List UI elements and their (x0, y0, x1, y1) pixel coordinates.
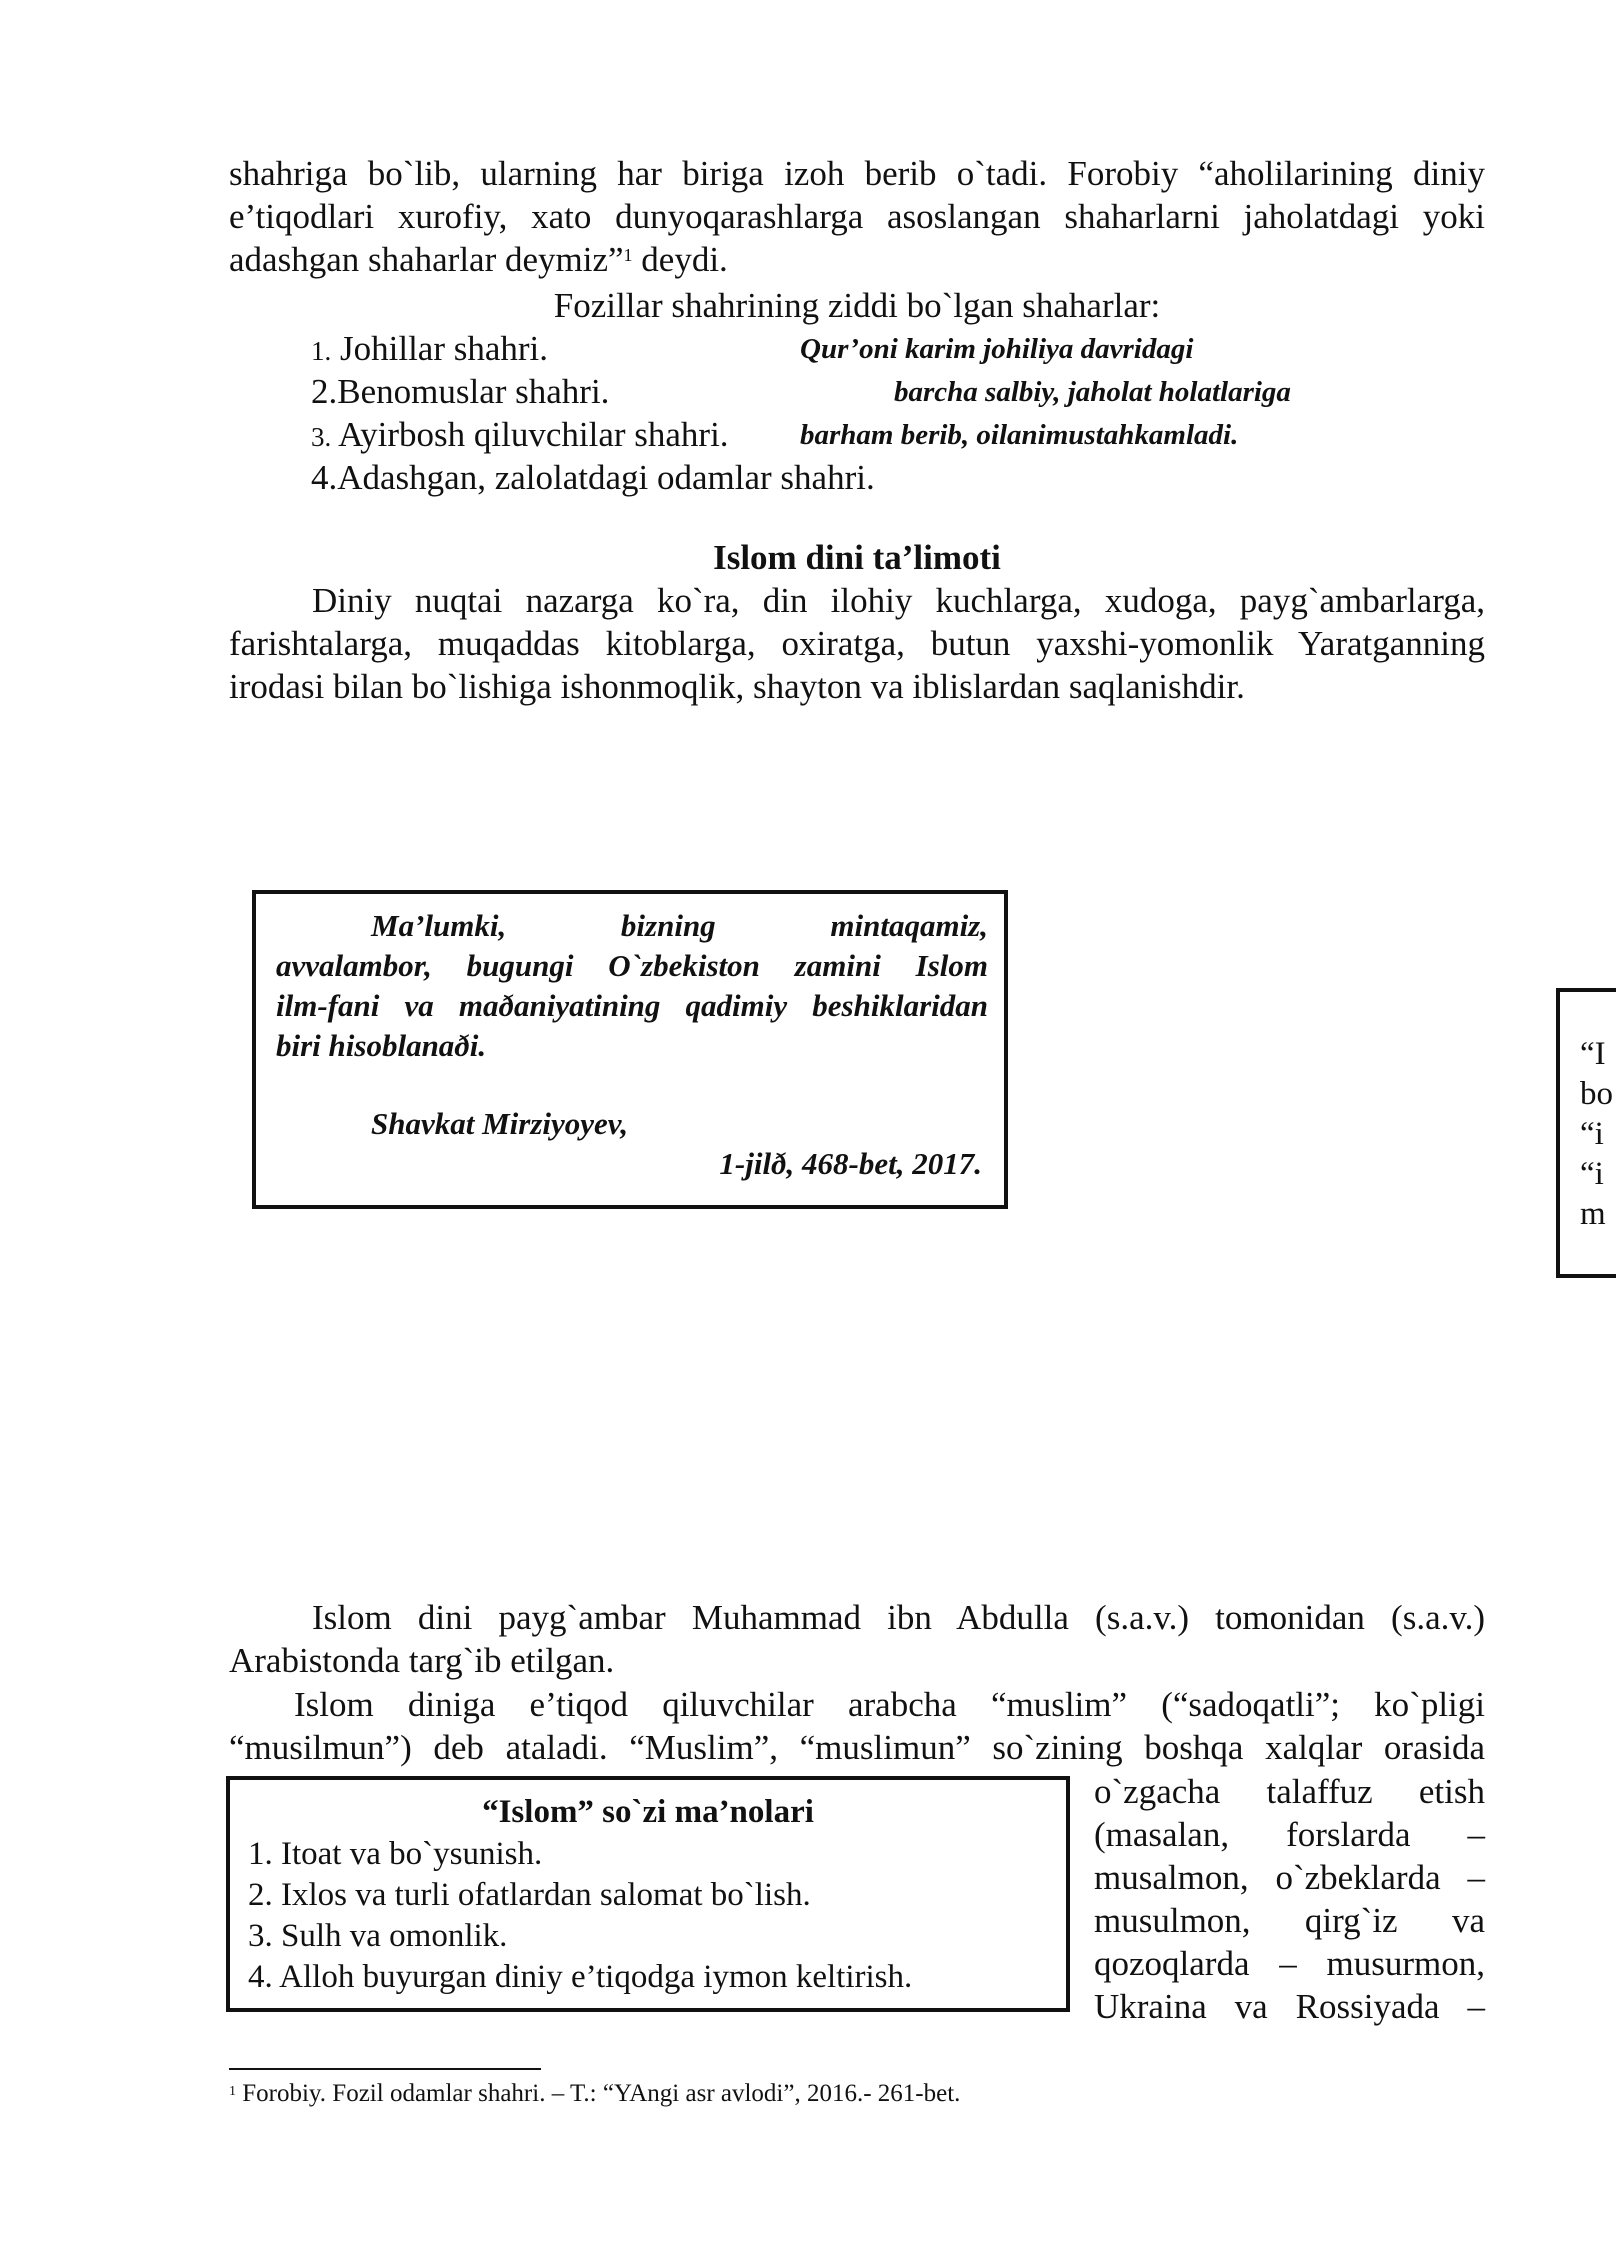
quote-author: Shavkat Mirziyoyev, (371, 1106, 629, 1141)
list-item (311, 456, 875, 499)
text-line: musalmon, o`zbeklarda – (1094, 1858, 1485, 1897)
section-heading: Islom dini ta’limoti (713, 538, 1001, 577)
footnote-text: Forobiy. Fozil odamlar shahri. – T.: “YAngi asr avlodi”, 2016.- 261-bet. (236, 2080, 961, 2107)
list-number: 2. (311, 372, 338, 411)
text-line: o`zgacha talaffuz etish (1094, 1772, 1485, 1811)
footnote-ref[interactable]: 1 (623, 245, 633, 265)
footnote (229, 2078, 960, 2110)
text-fragment: deydi. (632, 240, 728, 279)
text-line: Diniy nuqtai nazarga ko`ra, din ilohiy kuchlarga, xudoga, payg`ambarlarga, (312, 581, 1485, 620)
muslim-paragraph (229, 1683, 1485, 1769)
text-line: “musilmun”) deb ataladi. “Muslim”, “muslimun” so`zining boshqa xalqlar orasida (229, 1728, 1485, 1767)
list-text: Benomuslar shahri. (337, 372, 610, 411)
footnote-marker: 1 (229, 2084, 236, 2099)
list-item: 1. Itoat va bo`ysunish. (248, 1836, 543, 1872)
meanings-title: “Islom” so`zi ma’nolari (482, 1794, 814, 1830)
text-line: irodasi bilan bo`lishiga ishonmoqlik, shayton va iblislardan saqlanishdir. (229, 667, 1245, 706)
list-number: 3. (311, 422, 332, 452)
list-item (311, 327, 875, 370)
side-box-fragment: “i (1580, 1116, 1604, 1152)
list-text: Adashgan, zalolatdagi odamlar shahri. (337, 458, 875, 497)
quote-line: avvalambor, bugungi O`zbekiston zamini Islom (276, 948, 988, 983)
spread-paragraph (229, 1596, 1485, 1682)
quote-line: Ma’lumki, bizning mintaqamiz, (371, 908, 988, 943)
quote-box (252, 890, 1008, 1209)
side-note-line: barham berib, oilanimustahkamladi. (800, 419, 1239, 451)
right-column-text (1094, 1770, 1485, 2028)
side-box-fragment: m (1580, 1196, 1606, 1232)
list-item: 4. Alloh buyurgan diniy e’tiqodga iymon keltirish. (248, 1959, 913, 1995)
list-text: Ayirbosh qiluvchilar shahri. (338, 415, 729, 454)
cropped-side-box (1556, 988, 1616, 1278)
cities-list (311, 327, 875, 499)
meanings-box (226, 1776, 1070, 2012)
top-paragraph (229, 152, 1485, 281)
text-line: e’tiqodlari xurofiy, xato dunyoqarashlarga asoslangan shaharlarni jaholatdagi yoki (229, 197, 1485, 236)
side-box-fragment: “i (1580, 1156, 1604, 1192)
footnote-divider (229, 2068, 541, 2070)
cities-intro: Fozillar shahrining ziddi bo`lgan shaharlar: (553, 286, 1161, 325)
quote-line: biri hisoblanaði. (276, 1028, 487, 1063)
list-item: 3. Sulh va omonlik. (248, 1918, 508, 1954)
side-note-line: Qur’oni karim johiliya davridagi (800, 333, 1194, 365)
quote-text (276, 906, 988, 1066)
text-line: Ukraina va Rossiyada – (1094, 1987, 1485, 2026)
list-number: 1. (311, 336, 332, 366)
quote-line: ilm-fani va maðaniyatining qadimiy beshiklaridan (276, 988, 988, 1023)
text-line: farishtalarga, muqaddas kitoblarga, oxiratga, butun yaxshi-yomonlik Yaratganning (229, 624, 1485, 663)
side-box-fragment: bo (1580, 1076, 1613, 1112)
list-item (311, 413, 875, 456)
text-line: Islom diniga e’tiqod qiluvchilar arabcha “muslim” (“sadoqatli”; ko`pligi (294, 1685, 1485, 1724)
side-note-line: barcha salbiy, jaholat holatlariga (894, 376, 1291, 408)
text-line (229, 238, 1485, 281)
list-item (311, 370, 875, 413)
list-item: 2. Ixlos va turli ofatlardan salomat bo`lish. (248, 1877, 811, 1913)
text-fragment: adashgan shaharlar deymiz” (229, 240, 624, 279)
definition-paragraph (229, 579, 1485, 708)
text-line: qozoqlarda – musurmon, (1094, 1944, 1485, 1983)
meanings-list (248, 1834, 912, 1998)
quote-source: 1-jilð, 468-bet, 2017. (719, 1146, 982, 1181)
text-line: Islom dini payg`ambar Muhammad ibn Abdulla (s.a.v.) tomonidan (s.a.v.) (312, 1598, 1485, 1637)
text-line: musulmon, qirg`iz va (1094, 1901, 1485, 1940)
text-line: Arabistonda targ`ib etilgan. (229, 1641, 615, 1680)
text-line: (masalan, forslarda – (1094, 1815, 1485, 1854)
text-line: shahriga bo`lib, ularning har biriga izoh berib o`tadi. Forobiy “aholilarining diniy (229, 154, 1485, 193)
list-text: Johillar shahri. (340, 329, 549, 368)
side-box-fragment: “I (1580, 1036, 1606, 1072)
list-number: 4. (311, 458, 338, 497)
